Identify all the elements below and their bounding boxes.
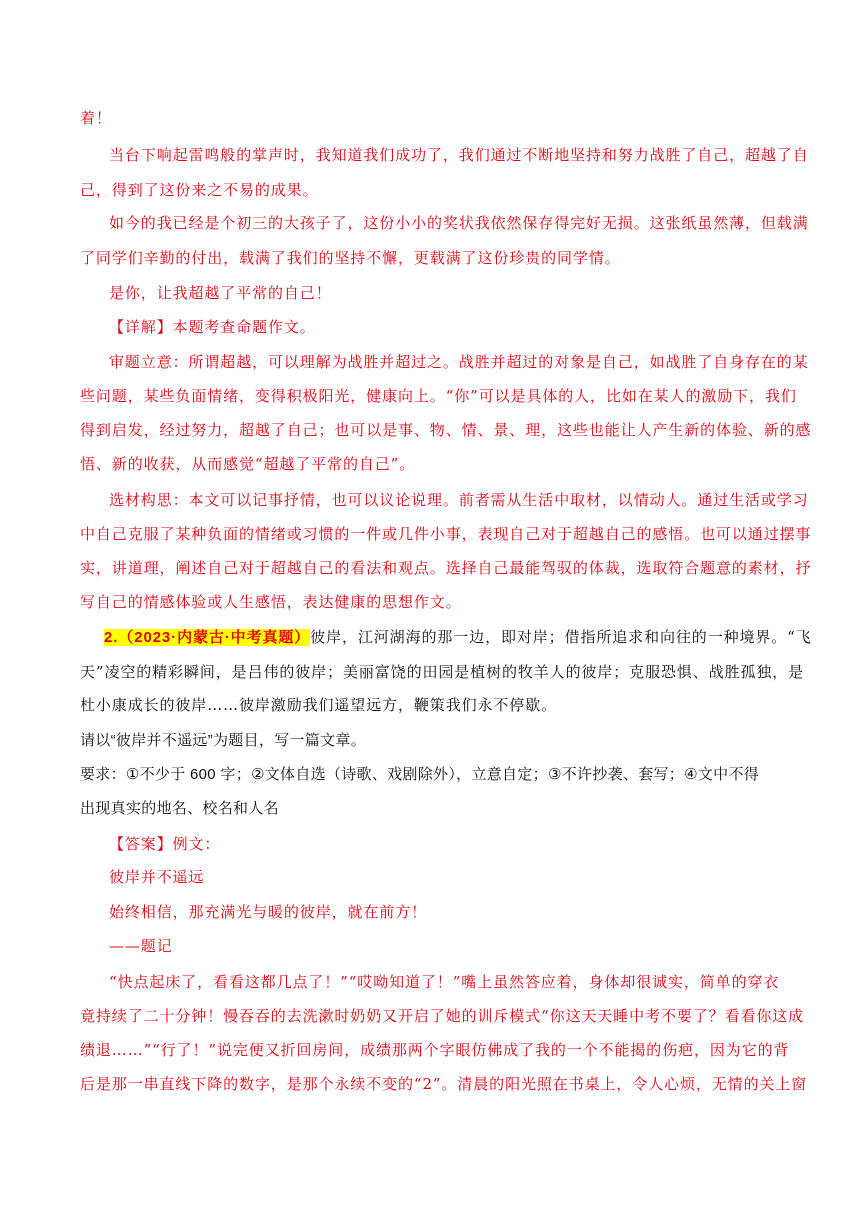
essay-line: 着！ [80,109,112,127]
essay-epigraph: 始终相信，那充满光与暖的彼岸，就在前方！ [109,903,428,921]
essay-line: “快点起床了，看看这都几点了！”“哎呦知道了！”嘴上虽然答应着，身体却很诚实，简单的穿衣 [109,973,780,991]
answer-heading: 【答案】例文： [109,835,221,853]
essay-line: 是你，让我超越了平常的自己！ [109,284,332,302]
explanation-line: 得到启发，经过努力，超越了自己；也可以是事、物、情、景、理，这些也能让人产生新的体验、新的感 [80,421,812,439]
explanation-line: 写自己的情感体验或人生感悟，表达健康的思想作文。 [80,593,462,611]
essay-line: 了同学们辛勤的付出，载满了我们的坚持不懈，更载满了这份珍贵的同学情。 [80,249,621,267]
essay-line: 如今的我已经是个初三的大孩子了，这份小小的奖状我依然保存得完好无损。这张纸虽然薄，但载满 [109,214,809,232]
question-requirements: 出现真实的地名、校名和人名 [80,800,279,817]
explanation-line: 审题立意：所谓超越，可以理解为战胜并超过之。战胜并超过的对象是自己，如战胜了自身存在的某 [109,353,809,371]
explanation-line: 实，讲道理，阐述自己对于超越自己的看法和观点。选择自己最能驾驭的体裁，选取符合题意的素材，抒 [80,559,812,577]
question-prompt: 请以“彼岸并不遥远”为题目，写一篇文章。 [80,732,366,749]
explanation-line: 些问题，某些负面情绪，变得积极阳光，健康向上。“你”可以是具体的人，比如在某人的激励下，我们 [80,387,797,405]
explanation-line: 悟、新的收获，从而感觉“超越了平常的自己”。 [80,455,416,473]
explanation-line: 中自己克服了某种负面的情绪或习惯的一件或几件小事，表现自己对于超越自己的感悟。也可以通过摆事 [80,525,812,543]
essay-epigraph-credit: ——题记 [109,937,173,955]
explanation-line: 选材构思：本文可以记事抒情，也可以议论说理。前者需从生活中取材，以情动人。通过生活或学习 [109,491,809,509]
question-line: 杜小康成长的彼岸……彼岸激励我们遥望远方，鞭策我们永不停歇。 [80,696,558,714]
essay-title: 彼岸并不遥远 [109,868,205,886]
essay-line: 竟持续了二十分钟！慢吞吞的去洗漱时奶奶又开启了她的训斥模式“你这天天睡中考不要了？看看你这成 [80,1007,805,1025]
question-source-tag: 2.（2023·内蒙古·中考真题） [104,629,311,646]
essay-line: 后是那一串直线下降的数字，是那个永续不变的“2”。清晨的阳光照在书桌上，令人心烦，无情的关上窗 [80,1075,808,1093]
essay-line: 己，得到了这份来之不易的成果。 [80,181,319,199]
question-line: 2.（2023·内蒙古·中考真题）彼岸，江河湖海的那一边，即对岸；借指所追求和向往的一种境界。“飞 [104,628,812,646]
essay-line: 当台下响起雷鸣般的掌声时，我知道我们成功了，我们通过不断地坚持和努力战胜了自己，超越了自 [109,146,809,164]
question-requirements: 要求：①不少于 600 字；②文体自选（诗歌、戏剧除外），立意自定；③不许抄袭、套写；④文中不得 [80,766,760,783]
question-line: 天”凌空的精彩瞬间，是吕伟的彼岸；美丽富饶的田园是植树的牧羊人的彼岸；克服恐惧、战胜孤独，是 [80,663,805,681]
essay-line: 绩退……”“行了！”说完便又折回房间，成绩那两个字眼仿佛成了我的一个不能揭的伤疤，因为它的背 [80,1041,790,1059]
explanation-heading: 【详解】本题考查命题作文。 [109,318,316,336]
